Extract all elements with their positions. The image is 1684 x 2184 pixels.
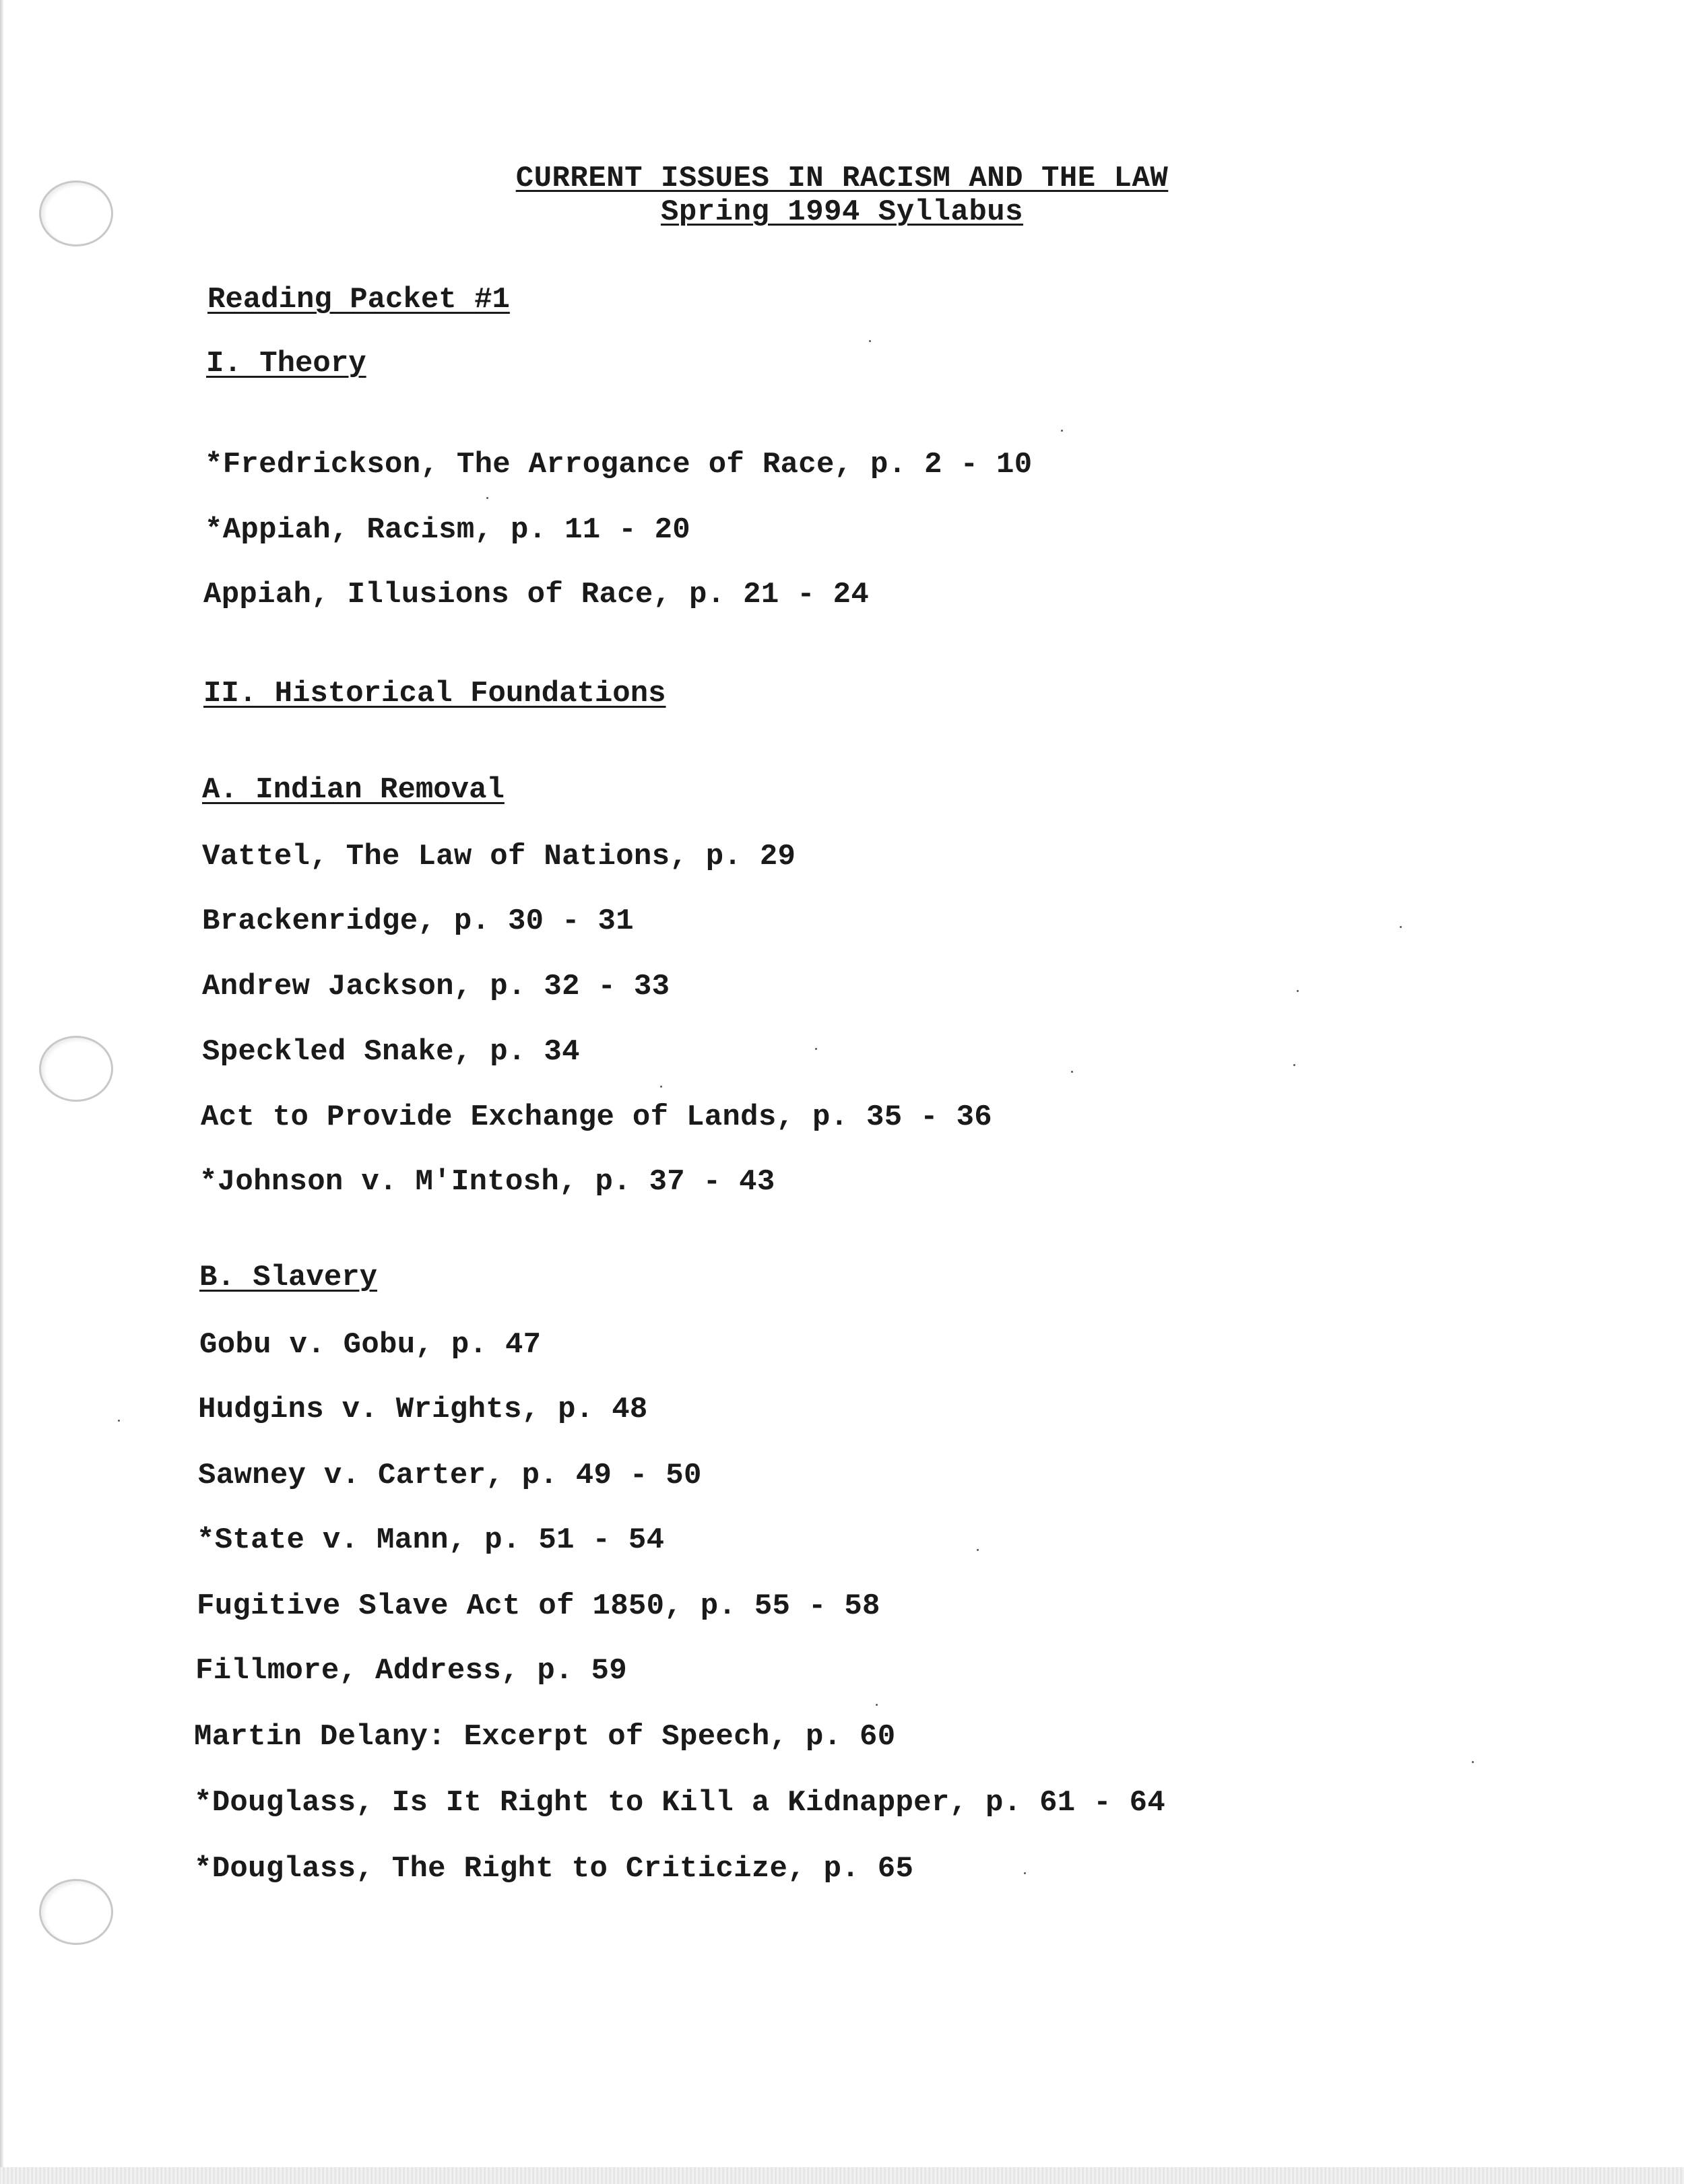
scan-speck	[1472, 1761, 1474, 1763]
reading-entry: Speckled Snake, p. 34	[202, 1035, 580, 1069]
reading-entry: *Douglass, Is It Right to Kill a Kidnapper, p. 61 - 64	[194, 1786, 1166, 1820]
document-title: CURRENT ISSUES IN RACISM AND THE LAW	[515, 162, 1169, 195]
reading-entry: Vattel, The Law of Nations, p. 29	[202, 840, 796, 873]
subsection-slavery-heading: B. Slavery	[199, 1261, 378, 1294]
reading-entry: *Appiah, Racism, p. 11 - 20	[205, 513, 691, 547]
reading-entry: *Johnson v. M'Intosh, p. 37 - 43	[199, 1165, 775, 1199]
reading-entry: Fugitive Slave Act of 1850, p. 55 - 58	[197, 1589, 880, 1623]
scan-speck	[876, 1704, 878, 1706]
reading-entry: Fillmore, Address, p. 59	[195, 1654, 627, 1688]
scan-speck	[869, 340, 871, 342]
reading-entry: Andrew Jackson, p. 32 - 33	[202, 970, 670, 1003]
reading-entry: Gobu v. Gobu, p. 47	[199, 1328, 542, 1362]
scan-speck	[1024, 1872, 1026, 1874]
scan-speck	[1071, 1071, 1073, 1073]
scan-speck	[815, 1048, 817, 1050]
scan-speck	[1061, 430, 1063, 432]
reading-entry: *Douglass, The Right to Criticize, p. 65	[194, 1852, 914, 1886]
punch-hole-bottom	[39, 1879, 113, 1945]
reading-entry: *State v. Mann, p. 51 - 54	[197, 1523, 665, 1557]
section-history-heading: II. Historical Foundations	[203, 677, 666, 710]
subsection-indian-removal-heading: A. Indian Removal	[202, 773, 505, 807]
page-bottom-edge	[0, 2167, 1684, 2184]
document-subtitle: Spring 1994 Syllabus	[660, 195, 1024, 229]
reading-entry: Brackenridge, p. 30 - 31	[202, 904, 634, 938]
scan-speck	[486, 497, 488, 499]
page-left-edge	[0, 0, 4, 2184]
scan-speck	[1297, 990, 1299, 992]
packet-heading: Reading Packet #1	[207, 283, 510, 317]
reading-entry: Sawney v. Carter, p. 49 - 50	[198, 1459, 702, 1492]
reading-entry: Appiah, Illusions of Race, p. 21 - 24	[203, 578, 870, 611]
reading-entry: Act to Provide Exchange of Lands, p. 35 - 36	[201, 1100, 992, 1134]
reading-entry: Martin Delany: Excerpt of Speech, p. 60	[194, 1720, 896, 1754]
reading-entry: *Fredrickson, The Arrogance of Race, p. 2 - 10	[205, 448, 1033, 482]
scan-speck	[977, 1549, 979, 1551]
reading-entry: Hudgins v. Wrights, p. 48	[198, 1393, 648, 1426]
scan-speck	[1293, 1064, 1295, 1066]
scan-speck	[118, 1420, 120, 1422]
punch-hole-middle	[39, 1036, 113, 1102]
scan-speck	[660, 1086, 662, 1088]
section-theory-heading: I. Theory	[206, 347, 366, 380]
scan-speck	[1400, 926, 1402, 928]
